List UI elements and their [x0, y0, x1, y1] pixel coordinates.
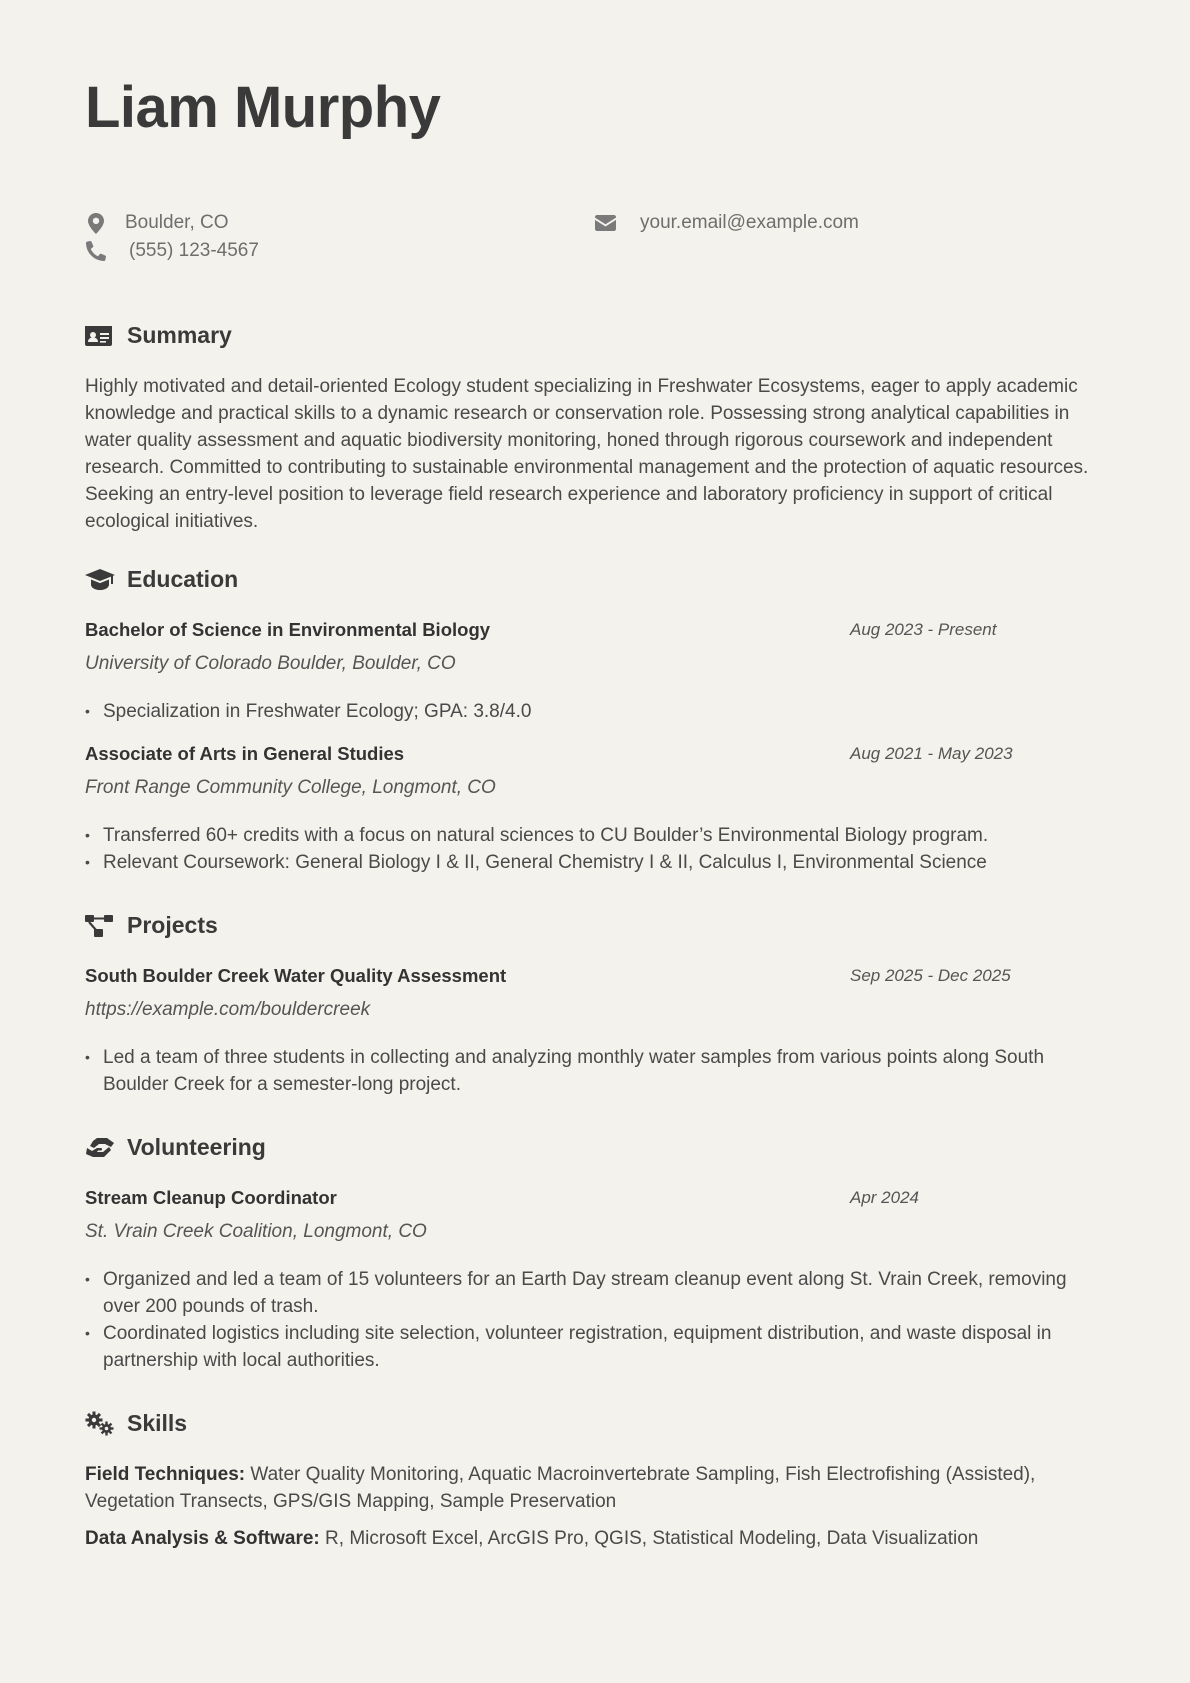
candidate-name: Liam Murphy: [85, 75, 441, 140]
project-name: South Boulder Creek Water Quality Assessment: [85, 965, 507, 986]
contact-location: [85, 212, 229, 234]
project-date: Sep 2025 - Dec 2025: [850, 966, 1011, 985]
education-degree: Associate of Arts in General Studies: [85, 743, 405, 764]
list-item: • Organized and led a team of 15 volunteers for an Earth Day stream cleanup event along St. Vrain Creek, removing over 200 pounds of trash.: [85, 1266, 1100, 1320]
contact-email: [594, 212, 859, 234]
phone-icon: [85, 240, 107, 262]
map-marker-icon: [85, 212, 107, 234]
list-item: • Transferred 60+ credits with a focus on natural sciences to CU Boulder’s Environmental Biology program.: [85, 822, 1105, 849]
project-bullets: [85, 1044, 1085, 1098]
skill-group: [85, 1525, 1105, 1552]
education-date: Aug 2023 - Present: [850, 620, 997, 639]
project-diagram-icon: [85, 913, 115, 939]
location-text: Boulder, CO: [125, 212, 229, 233]
summary-text: Highly motivated and detail-oriented Ecology student specializing in Freshwater Ecosystems, eager to apply academic knowledge and practical skills to a dynamic research or conservation role. Possessing strong analytical capabilities in water quality assessment and aquatic biodiversity monitoring, honed through rigorous coursework and independent research. Committed to contributing to sustainable environmental management and the protection of aquatic resources. Seeking an entry-level position to leverage field research experience and laboratory proficiency in support of critical ecological initiatives.: [85, 376, 1089, 532]
volunteer-role: Stream Cleanup Coordinator: [85, 1187, 337, 1208]
id-card-icon: [85, 323, 115, 349]
volunteer-date: Apr 2024: [850, 1188, 919, 1207]
skill-group-items: Water Quality Monitoring, Aquatic Macroinvertebrate Sampling, Fish Electrofishing (Assisted), Vegetation Transects, GPS/GIS Mapping, Sample Preservation: [85, 1464, 1036, 1512]
education-date: Aug 2021 - May 2023: [850, 744, 1013, 763]
contact-phone: [85, 240, 259, 262]
hands-helping-icon: [85, 1135, 115, 1161]
summary-heading: [85, 322, 232, 349]
skills-title: Skills: [127, 1410, 188, 1436]
skill-group: [85, 1461, 1105, 1515]
volunteer-org: St. Vrain Creek Coalition, Longmont, CO: [85, 1221, 427, 1242]
graduation-cap-icon: [85, 567, 115, 593]
education-degree: Bachelor of Science in Environmental Biology: [85, 619, 491, 640]
education-title: Education: [127, 566, 239, 592]
list-item: • Coordinated logistics including site selection, volunteer registration, equipment distribution, and waste disposal in partnership with local authorities.: [85, 1320, 1100, 1374]
skill-group-label: Field Techniques:: [85, 1464, 246, 1485]
volunteer-bullets: [85, 1266, 1100, 1374]
list-item: • Led a team of three students in collecting and analyzing monthly water samples from various points along South Boulder Creek for a semester-long project.: [85, 1044, 1085, 1098]
list-item: • Relevant Coursework: General Biology I & II, General Chemistry I & II, Calculus I, Environmental Science: [85, 849, 1105, 876]
education-school: University of Colorado Boulder, Boulder, CO: [85, 653, 456, 674]
education-school: Front Range Community College, Longmont, CO: [85, 777, 496, 798]
education-heading: [85, 566, 238, 593]
education-bullets: [85, 698, 1105, 725]
envelope-icon: [594, 212, 616, 234]
skills-heading: [85, 1410, 187, 1437]
summary-title: Summary: [127, 322, 232, 348]
projects-title: Projects: [127, 912, 218, 938]
cogs-icon: [85, 1411, 115, 1437]
volunteering-heading: [85, 1134, 266, 1161]
phone-text: (555) 123-4567: [129, 240, 259, 261]
project-link[interactable]: https://example.com/bouldercreek: [85, 999, 371, 1020]
skill-group-label: Data Analysis & Software:: [85, 1528, 320, 1549]
volunteering-title: Volunteering: [127, 1134, 266, 1160]
education-bullets: [85, 822, 1105, 876]
list-item: • Specialization in Freshwater Ecology; GPA: 3.8/4.0: [85, 698, 1105, 725]
projects-heading: [85, 912, 218, 939]
skill-group-items: R, Microsoft Excel, ArcGIS Pro, QGIS, Statistical Modeling, Data Visualization: [325, 1528, 979, 1549]
email-link[interactable]: your.email@example.com: [640, 212, 859, 233]
